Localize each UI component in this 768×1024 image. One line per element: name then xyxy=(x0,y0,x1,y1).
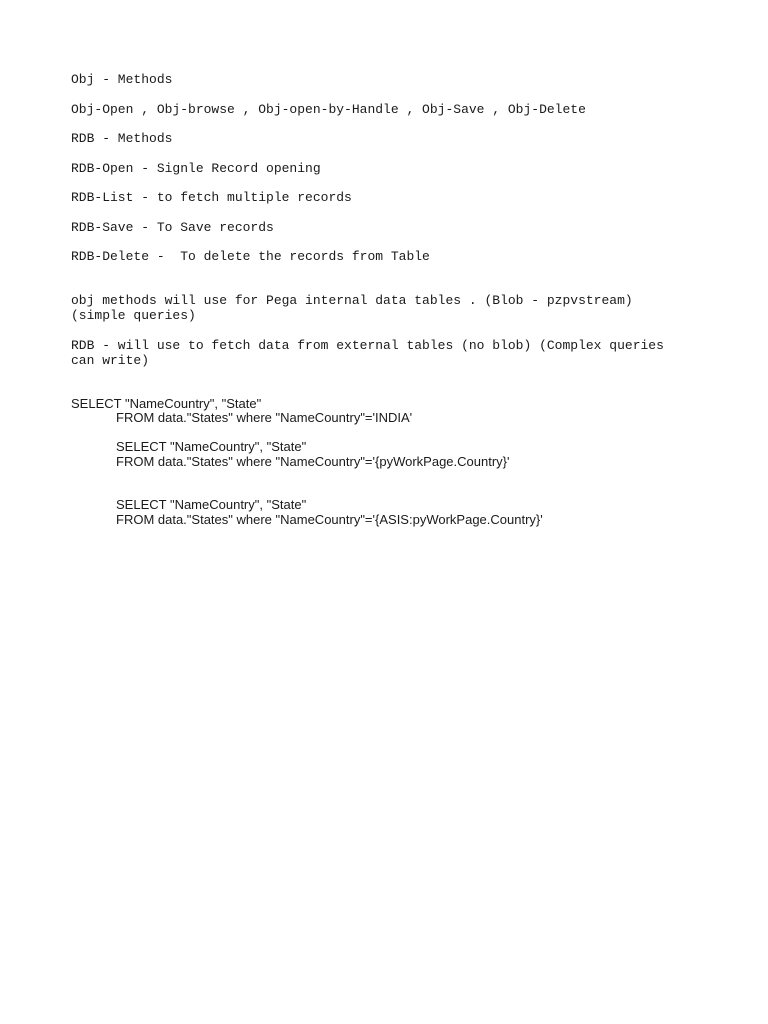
spacer xyxy=(71,87,691,102)
spacer xyxy=(71,117,691,132)
spacer xyxy=(71,469,691,498)
sql-from-line: FROM data."States" where "NameCountry"='{ASIS:pyWorkPage.Country}' xyxy=(116,511,543,527)
spacer xyxy=(71,146,691,161)
spacer xyxy=(71,235,691,250)
rdb-methods-heading: RDB - Methods xyxy=(71,131,173,146)
document-page xyxy=(71,72,691,527)
sql-select-line: SELECT "NameCountry", "State" xyxy=(116,439,307,454)
rdb-delete-line: RDB-Delete - To delete the records from Table xyxy=(71,249,430,264)
rdb-open-line: RDB-Open - Signle Record opening xyxy=(71,160,321,176)
spacer xyxy=(71,368,691,397)
sql-query-1 xyxy=(71,397,691,426)
spacer xyxy=(71,264,691,293)
rdb-list-line: RDB-List - to fetch multiple records xyxy=(71,190,352,205)
sql-from-line: FROM data."States" where "NameCountry"='{pyWorkPage.Country}' xyxy=(116,453,510,469)
sql-from-line: FROM data."States" where "NameCountry"='INDIA' xyxy=(116,410,413,425)
obj-methods-heading: Obj - Methods xyxy=(71,72,173,87)
rdb-save-line: RDB-Save - To Save records xyxy=(71,219,274,235)
spacer xyxy=(71,205,691,220)
sql-select-line: SELECT "NameCountry", "State" xyxy=(71,395,262,411)
sql-query-3 xyxy=(71,498,691,527)
sql-query-2 xyxy=(71,440,691,469)
obj-methods-note: obj methods will use for Pega internal data tables . (Blob - pzpvstream) (simple queries) xyxy=(71,293,641,323)
sql-select-line: SELECT "NameCountry", "State" xyxy=(116,497,307,512)
rdb-methods-note: RDB - will use to fetch data from external tables (no blob) (Complex queries can write) xyxy=(71,337,672,368)
spacer xyxy=(71,176,691,191)
spacer xyxy=(71,323,691,338)
obj-methods-list: Obj-Open , Obj-browse , Obj-open-by-Handle , Obj-Save , Obj-Delete xyxy=(71,101,586,117)
spacer xyxy=(71,426,691,441)
